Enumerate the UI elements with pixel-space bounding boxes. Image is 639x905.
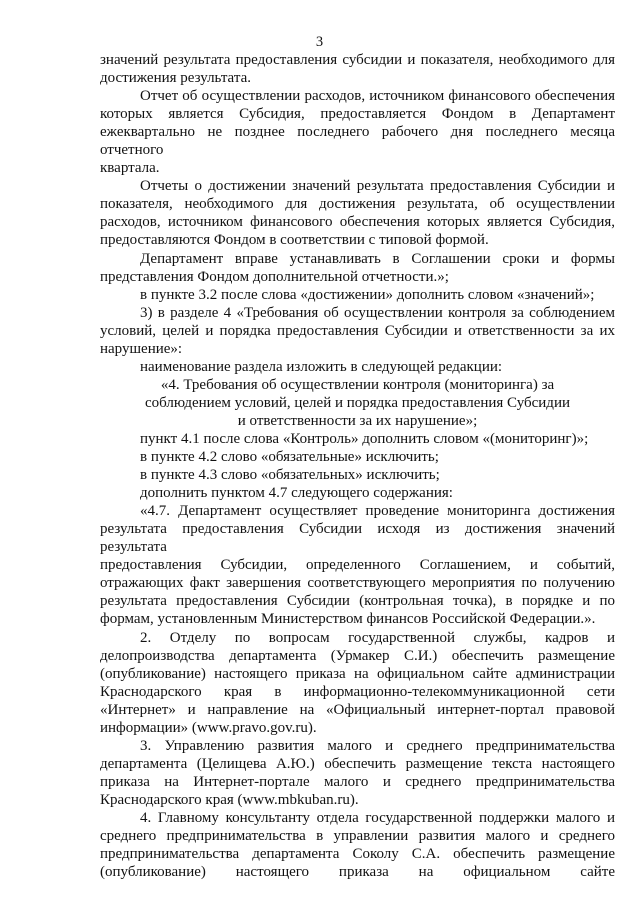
text-line: в пункте 4.3 слово «обязательных» исключить;: [140, 467, 440, 484]
text-line: департамента (Целищева А.Ю.) обеспечить размещение текста настоящего: [100, 755, 615, 772]
paragraph-item-3: [100, 737, 615, 809]
text-line: ежеквартально не позднее последнего рабочего дня последнего месяца отчетного: [100, 124, 615, 159]
text-line: Краснодарского края (www.mbkuban.ru).: [100, 791, 359, 808]
text-line: предоставления Субсидии, определенного Соглашением, и событий,: [100, 557, 615, 574]
text-line: «Интернет» и направление на «Официальный интернет-портал правовой: [100, 701, 615, 718]
paragraph-section-4: [100, 304, 615, 358]
text-line: соблюдением условий, целей и порядка предоставления Субсидии: [145, 394, 570, 411]
text-line: пункт 4.1 после слова «Контроль» дополнить словом «(мониторинг)»;: [140, 430, 589, 447]
text-line: 4. Главному консультанту отдела государственной поддержки малого и: [140, 809, 615, 826]
page-number: 3: [315, 34, 324, 50]
text-line: Департамент вправе устанавливать в Соглашении сроки и формы: [140, 250, 615, 267]
text-line: (опубликование) настоящего приказа на официальном сайте администрации: [100, 665, 615, 682]
text-line: 2. Отделу по вопросам государственной службы, кадров и: [140, 629, 615, 646]
text-line: предоставляются Фондом в соответствии с типовой формой.: [100, 232, 489, 249]
text-line: и ответственности за их нарушение»;: [237, 412, 478, 429]
text-line: значений результата предоставления субсидии и показателя, необходимого для: [100, 52, 615, 68]
paragraph-achievement-reports: [100, 177, 615, 249]
paragraph-new-section-title: [100, 376, 615, 430]
text-line: наименование раздела изложить в следующей редакции:: [140, 358, 503, 375]
text-line: среднего предпринимательства в управлении развития малого и среднего: [100, 828, 615, 845]
text-line: показателя, необходимого для достижения результата, об осуществлении: [100, 196, 615, 213]
text-line: (опубликование) настоящего приказа на официальном сайте: [100, 864, 615, 881]
text-line: формам, установленным Министерством финансов Российской Федерации.».: [100, 611, 596, 628]
text-line: Краснодарского края в информационно-телекоммуникационной сети: [100, 683, 615, 700]
text-line: квартала.: [100, 160, 160, 177]
text-line: 3) в разделе 4 «Требования об осуществлении контроля за соблюдением: [140, 304, 615, 321]
text-line: отражающих факт завершения соответствующего мероприятия по получению: [100, 575, 615, 592]
paragraph-clause-4-7: [100, 502, 615, 628]
text-line: информации» (www.pravo.gov.ru).: [100, 719, 317, 736]
document-body: [100, 51, 615, 881]
paragraph-item-2: [100, 629, 615, 737]
text-line: предпринимательства департамента Соколу С.А. обеспечить размещение: [100, 846, 615, 863]
paragraph-additional-reporting: [100, 250, 615, 286]
paragraph-results-continuation: [100, 51, 615, 87]
paragraph-section-title-edit: [100, 358, 615, 376]
text-line: дополнить пунктом 4.7 следующего содержания:: [140, 485, 453, 502]
paragraph-clause-4-7-intro: [100, 484, 615, 502]
text-line: «4. Требования об осуществлении контроля (мониторинга) за: [160, 376, 555, 393]
text-line: 3. Управлению развития малого и среднего предпринимательства: [140, 737, 615, 754]
paragraph-clause-3-2: [100, 286, 615, 304]
text-line: достижения результата.: [100, 70, 251, 87]
text-line: Отчеты о достижении значений результата предоставления Субсидии и: [140, 178, 615, 195]
text-line: Отчет об осуществлении расходов, источником финансового обеспечения: [140, 88, 615, 105]
text-line: приказа на Интернет-портале малого и среднего предпринимательства: [100, 773, 615, 790]
text-line: представления Фондом дополнительной отчетности.»;: [100, 268, 449, 285]
paragraph-clause-4-2: [100, 448, 615, 466]
text-line: в пункте 3.2 после слова «достижении» дополнить словом «значений»;: [140, 286, 595, 303]
text-line: «4.7. Департамент осуществляет проведение мониторинга достижения: [140, 503, 615, 520]
text-line: условий, целей и порядка предоставления Субсидии и ответственности за их: [100, 322, 615, 339]
paragraph-clause-4-1: [100, 430, 615, 448]
paragraph-item-4: [100, 809, 615, 881]
text-line: расходов, источником финансового обеспечения которых является Субсидия,: [100, 214, 615, 231]
text-line: которых является Субсидия, предоставляется Фондом в Департамент: [100, 106, 615, 123]
text-line: нарушение»:: [100, 340, 183, 357]
text-line: делопроизводства департамента (Урмакер С.И.) обеспечить размещение: [100, 647, 615, 664]
text-line: результата предоставления Субсидии (контрольная точка), в порядке и по: [100, 593, 615, 610]
paragraph-expense-report: [100, 87, 615, 177]
paragraph-clause-4-3: [100, 466, 615, 484]
text-line: результата предоставления Субсидии исходя из достижения значений результата: [100, 521, 615, 556]
text-line: в пункте 4.2 слово «обязательные» исключить;: [140, 449, 439, 466]
